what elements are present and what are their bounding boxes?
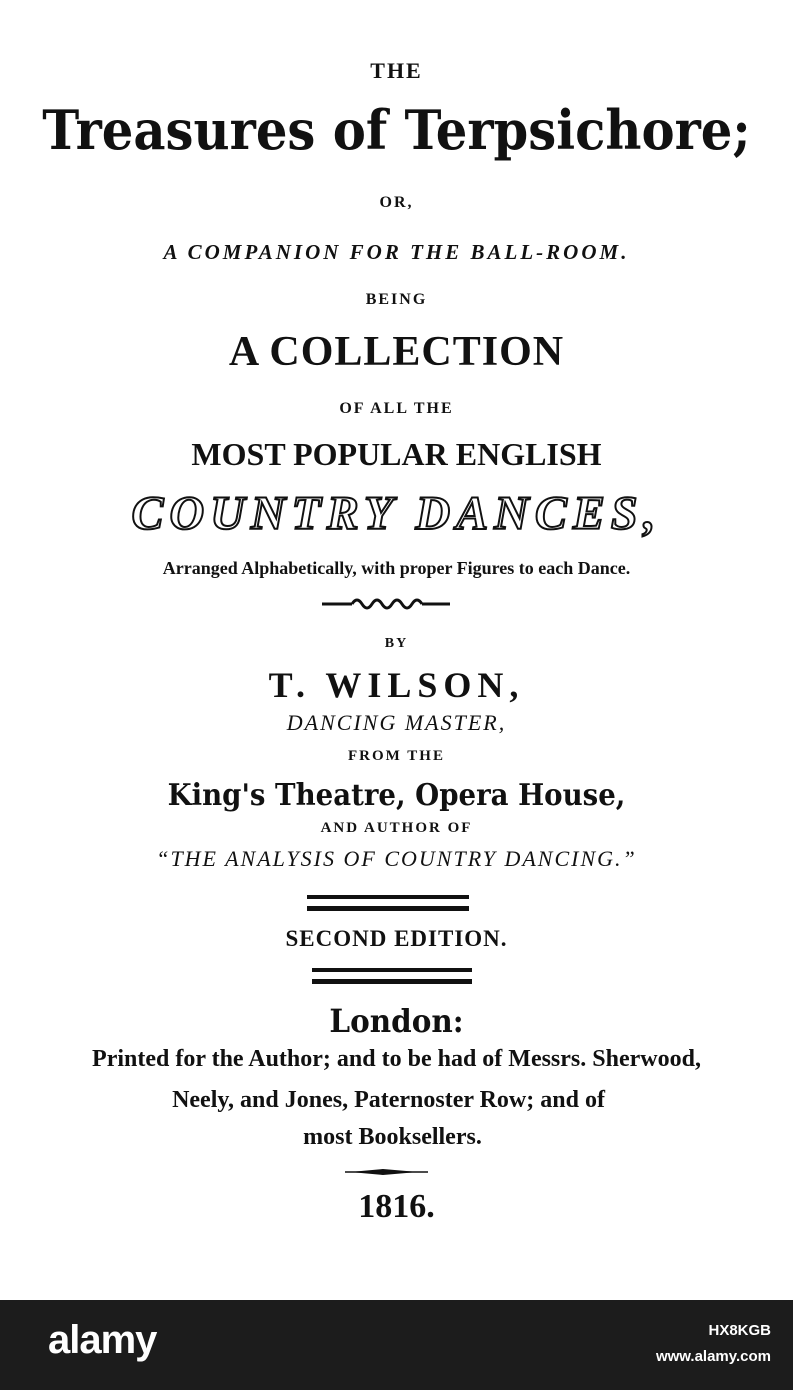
small-rule-ornament (0, 1162, 793, 1182)
double-rule-bottom-a (312, 968, 472, 972)
most-popular-heading: MOST POPULAR ENGLISH (191, 436, 602, 472)
image-code: HX8KGB (708, 1322, 771, 1339)
the-heading: THE (370, 58, 423, 83)
double-rule-top-a (307, 895, 469, 899)
double-rule-bottom-b (312, 979, 472, 984)
ornament-divider (0, 594, 793, 614)
city-line: London: (329, 1002, 464, 1040)
double-rule-top-b (307, 906, 469, 911)
of-all-the-line: OF ALL THE (339, 400, 454, 417)
year-line: 1816. (358, 1188, 435, 1225)
and-author-of-line: AND AUTHOR OF (320, 820, 473, 836)
author-name: T. WILSON, (268, 665, 525, 705)
by-line: BY (384, 636, 409, 651)
arranged-line: Arranged Alphabetically, with proper Figures to each Dance. (162, 558, 631, 578)
watermark-bar (0, 1300, 793, 1390)
imprint-line-2: Neely, and Jones, Paternoster Row; and of (172, 1087, 605, 1113)
watermark-brand: alamy (48, 1318, 157, 1362)
collection-heading: A COLLECTION (228, 329, 565, 375)
imprint-line-3: most Booksellers. (303, 1124, 482, 1150)
imprint-line-1: Printed for the Author; and to be had of Messrs. Sherwood, (92, 1046, 701, 1072)
watermark-url: www.alamy.com (655, 1348, 771, 1365)
subtitle: A COMPANION FOR THE BALL-ROOM. (163, 240, 630, 264)
edition-line: SECOND EDITION. (285, 926, 508, 951)
being-line: BEING (365, 291, 428, 308)
other-work-title: “THE ANALYSIS OF COUNTRY DANCING.” (156, 846, 637, 871)
main-title: Treasures of Terpsichore; (42, 98, 751, 162)
theatre-line: King's Theatre, Opera House, (167, 778, 626, 813)
from-the-line: FROM THE (348, 748, 445, 764)
or-line: OR, (379, 194, 414, 211)
country-dances-heading: COUNTRY DANCES, (131, 487, 662, 540)
dancing-master: DANCING MASTER, (286, 710, 507, 735)
